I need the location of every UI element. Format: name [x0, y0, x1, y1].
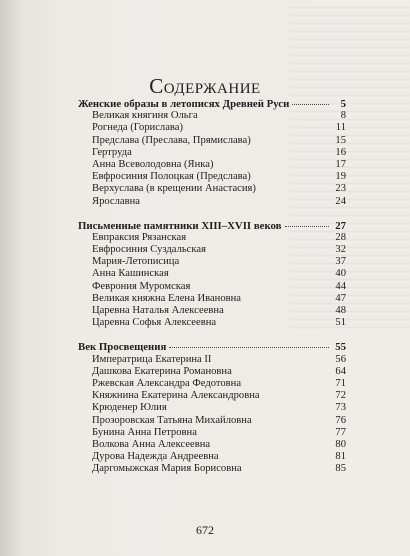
toc-section: [78, 220, 346, 330]
entry-title: Даргомыжская Мария Борисовна: [92, 463, 242, 475]
page-number: 72: [335, 390, 346, 402]
entry-title: Ярославна: [92, 195, 140, 207]
toc-entry: [78, 196, 346, 208]
entry-title: Царевна Софья Алексеевна: [92, 317, 217, 329]
toc-entry: [78, 354, 346, 366]
toc-entry: [78, 147, 346, 159]
dot-leader: [292, 104, 329, 105]
page-number: 8: [340, 110, 346, 122]
page-number: 28: [335, 231, 346, 243]
entry-title: Предслава (Преслава, Прямислава): [92, 134, 251, 146]
entry-title: Рогнеда (Горислава): [92, 122, 184, 134]
section-heading: Письменные памятники XIII–XVII веков: [78, 219, 282, 232]
entry-title: Анна Кашинская: [92, 268, 169, 280]
page-number: 11: [335, 122, 346, 134]
page-number: 27: [335, 219, 346, 232]
toc-section: [78, 341, 346, 475]
entry-title: Мария-Летописица: [92, 256, 180, 268]
entry-title: Евпраксия Рязанская: [92, 231, 187, 243]
page-folio: 672: [196, 523, 214, 537]
section-heading: Век Просвещения: [78, 341, 167, 354]
page-number: 17: [335, 158, 346, 170]
toc-entry: [78, 402, 346, 414]
entry-title: Княжнина Екатерина Александровна: [92, 390, 260, 402]
toc-entry: [78, 390, 346, 402]
page-number: 76: [335, 414, 346, 426]
toc-entry: [78, 305, 346, 317]
toc-entry: [78, 244, 346, 256]
toc-entry: [78, 415, 346, 427]
entry-title: Великая княгиня Ольга: [92, 110, 198, 122]
page-number: 19: [335, 171, 346, 183]
toc-entry: [78, 256, 346, 268]
toc-entry: [78, 281, 346, 293]
toc-entry: [78, 439, 346, 451]
page-number: 55: [335, 341, 346, 354]
toc-entry: [78, 122, 346, 134]
entry-title: Феврония Муромская: [92, 280, 191, 292]
toc-entry: [78, 232, 346, 244]
table-of-contents: [78, 98, 346, 487]
entry-title: Евфросиния Суздальская: [92, 244, 206, 256]
dot-leader: [285, 226, 330, 227]
page-number: 5: [340, 98, 346, 110]
entry-title: Верхуслава (в крещении Анастасия): [92, 183, 256, 195]
page-number: 37: [335, 256, 346, 268]
toc-entry: [78, 110, 346, 122]
page-number: 47: [335, 292, 346, 304]
toc-section: [78, 98, 346, 208]
entry-title: Бунина Анна Петровна: [92, 426, 197, 438]
toc-entry: [78, 366, 346, 378]
page-number: 40: [335, 268, 346, 280]
toc-entry: [78, 378, 346, 390]
toc-entry: [78, 183, 346, 195]
dot-leader: [169, 347, 329, 348]
toc-entry: [78, 268, 346, 280]
entry-title: Волкова Анна Алексеевна: [92, 438, 211, 450]
toc-entry: [78, 135, 346, 147]
page-number: 24: [335, 195, 346, 207]
entry-title: Императрица Екатерина II: [92, 353, 212, 365]
page-number: 15: [335, 134, 346, 146]
entry-title: Дурова Надежда Андреевна: [92, 451, 219, 463]
toc-entry: [78, 159, 346, 171]
entry-title: Крюденер Юлия: [92, 402, 167, 414]
toc-entry: [78, 427, 346, 439]
page-number: 48: [335, 305, 346, 316]
page-number: 73: [335, 402, 346, 414]
page-number: 77: [335, 426, 346, 438]
entry-title: Анна Всеволодовна (Янка): [92, 158, 214, 170]
entry-title: Великая княжна Елена Ивановна: [92, 292, 241, 304]
page-title: Содержание: [149, 74, 261, 98]
section-heading-row: [78, 220, 346, 232]
entry-title: Гертруда: [92, 146, 132, 158]
entry-title: Евфросиния Полоцкая (Предслава): [92, 171, 251, 183]
page-number: 71: [335, 377, 346, 389]
page-number: 23: [335, 183, 346, 195]
toc-entry: [78, 451, 346, 463]
entry-title: Ржевская Александра Федотовна: [92, 377, 242, 389]
toc-entry: [78, 171, 346, 183]
entry-title: Прозоровская Татьяна Михайловна: [92, 414, 252, 426]
page-number: 81: [335, 451, 346, 463]
section-heading-row: [78, 98, 346, 110]
entry-title: Царевна Наталья Алексеевна: [92, 305, 224, 316]
page-number: 44: [335, 280, 346, 292]
entry-title: Дашкова Екатерина Романовна: [92, 365, 232, 377]
page-number: 80: [335, 438, 346, 450]
page-number: 32: [335, 244, 346, 256]
page-number: 16: [335, 146, 346, 158]
page-number: 51: [335, 317, 346, 329]
page-number: 85: [335, 463, 346, 475]
toc-entry: [78, 317, 346, 329]
section-heading: Женские образы в летописях Древней Руси: [78, 98, 290, 110]
toc-entry: [78, 293, 346, 305]
section-heading-row: [78, 341, 346, 353]
toc-entry: [78, 463, 346, 475]
page-number: 56: [335, 353, 346, 365]
page-number: 64: [335, 365, 346, 377]
